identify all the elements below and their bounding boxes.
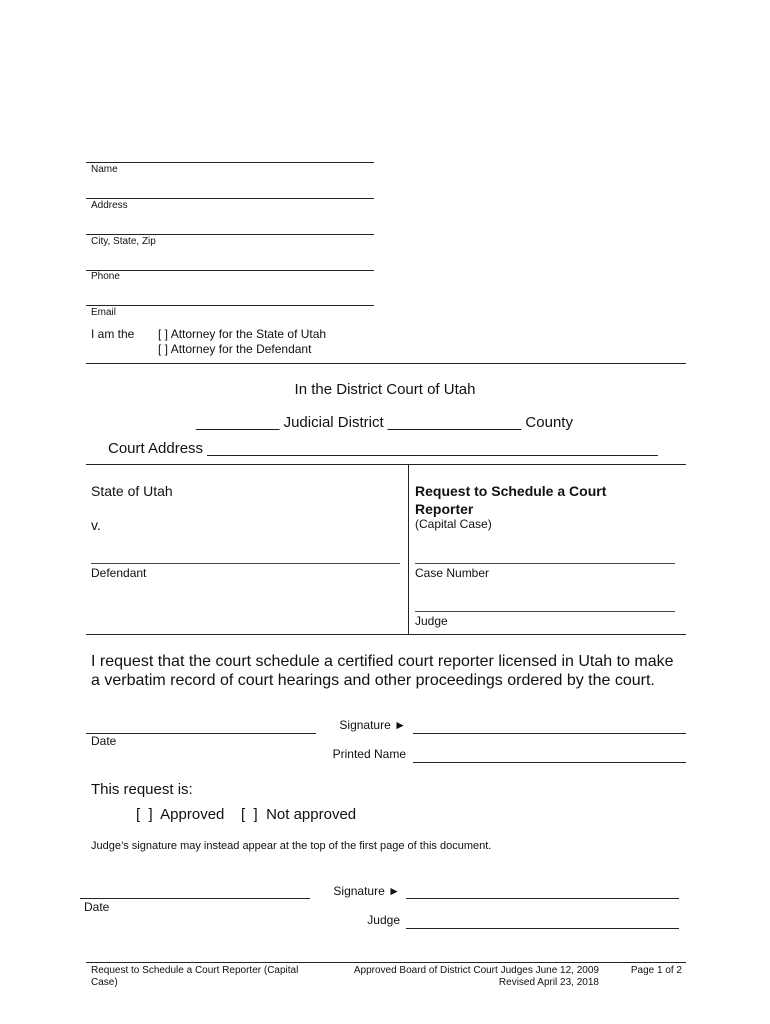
signature-line[interactable] <box>413 733 686 734</box>
role-option-defendant-label: Attorney for the Defendant <box>170 342 312 356</box>
document-title: Request to Schedule a Court Reporter <box>415 483 607 517</box>
order-date-label: Date <box>84 900 110 914</box>
judge-label: Judge <box>415 614 448 628</box>
judge-line[interactable] <box>415 611 675 612</box>
order-signature-line[interactable] <box>406 898 679 899</box>
role-option-state-label: Attorney for the State of Utah <box>170 327 327 341</box>
role-label: I am the <box>91 327 135 341</box>
name-field-label: Name <box>91 164 118 175</box>
order-date-line[interactable] <box>80 898 310 899</box>
order-options[interactable]: [ ] Approved [ ] Not approved <box>136 806 357 823</box>
order-signature-label: Signature ► <box>333 884 400 898</box>
court-address-line[interactable]: Court Address ______________________________________________________ <box>108 440 658 457</box>
printed-name-line[interactable] <box>413 762 686 763</box>
name-field-line[interactable] <box>86 162 374 163</box>
date-label: Date <box>91 734 117 748</box>
role-option-defendant[interactable] <box>158 342 311 356</box>
address-field-line[interactable] <box>86 198 374 199</box>
order-judge-label: Judge <box>367 913 400 927</box>
court-title: In the District Court of Utah <box>294 381 476 398</box>
defendant-name-line[interactable] <box>91 563 400 564</box>
district-county-line[interactable]: __________ Judicial District ________________ County <box>196 414 573 431</box>
footer-revised: Revised April 23, 2018 <box>498 977 599 988</box>
email-field-label: Email <box>91 307 117 318</box>
versus-label: v. <box>91 517 101 533</box>
document-subtitle: (Capital Case) <box>415 517 492 531</box>
date-line[interactable] <box>86 733 316 734</box>
order-judge-line[interactable] <box>406 928 679 929</box>
request-text: I request that the court schedule a certified court reporter licensed in Utah to make a verbatim record of court hearings and other proceedings ordered by the court. <box>91 653 674 689</box>
footer-divider <box>86 962 686 963</box>
address-field-label: Address <box>91 200 128 211</box>
role-option-state-checkbox[interactable]: [ ] <box>158 327 169 341</box>
plaintiff-name: State of Utah <box>91 483 173 499</box>
email-field-line[interactable] <box>86 305 374 306</box>
defendant-label: Defendant <box>91 566 147 580</box>
footer-page-number: Page 1 of 2 <box>630 965 682 976</box>
footer-document-name: Request to Schedule a Court Reporter (Capital Case) <box>91 965 299 988</box>
phone-field-line[interactable] <box>86 270 374 271</box>
order-note: Judge’s signature may instead appear at the top of the first page of this document. <box>91 840 492 852</box>
case-number-line[interactable] <box>415 563 675 564</box>
role-option-state[interactable] <box>158 327 326 341</box>
printed-name-label: Printed Name <box>332 747 406 761</box>
caption-divider <box>408 464 409 635</box>
phone-field-label: Phone <box>91 271 120 282</box>
header-divider <box>86 363 686 364</box>
city-state-zip-field-label: City, State, Zip <box>91 236 156 247</box>
caption-top-line <box>86 464 686 465</box>
signature-label: Signature ► <box>339 718 406 732</box>
footer-approved: Approved Board of District Court Judges June 12, 2009 <box>353 965 599 976</box>
caption-bottom-line <box>86 634 686 635</box>
case-number-label: Case Number <box>415 566 490 580</box>
city-state-zip-field-line[interactable] <box>86 234 374 235</box>
order-heading: This request is: <box>91 781 193 798</box>
role-option-defendant-checkbox[interactable]: [ ] <box>158 342 169 356</box>
